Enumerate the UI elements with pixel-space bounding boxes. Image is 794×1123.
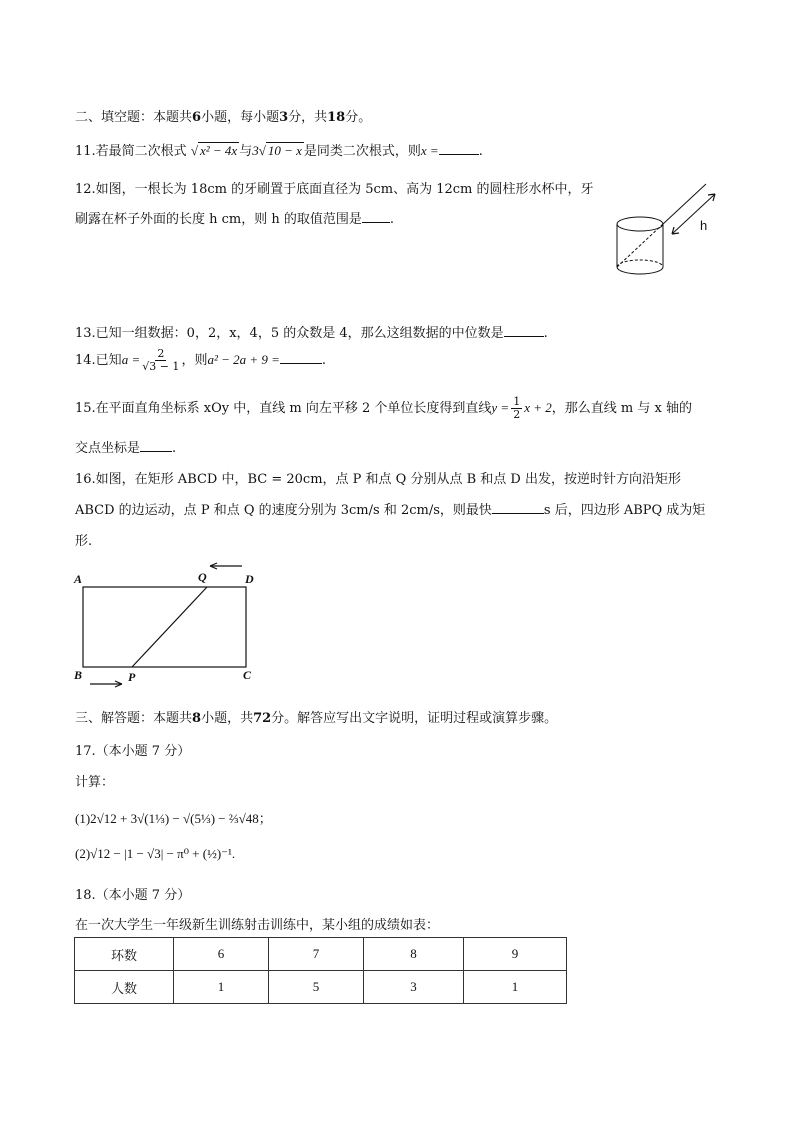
s3-text-2: 小题，共 [201,711,254,726]
table-cell: 环数 [75,938,174,971]
table-cell: 6 [174,938,269,971]
q15-answer-blank[interactable] [140,439,172,452]
question-12-line-1 [75,178,594,197]
question-15-line-1 [75,396,692,421]
label-d: D [245,572,254,586]
q11-radicand-2: 10 − x [267,143,302,158]
q14-answer-blank[interactable] [280,351,322,364]
heading-text-2: 小题，每小题 [201,110,280,125]
s3-text-3: 分。解答应写出文字说明，证明过程或演算步骤。 [271,711,558,726]
s3-total: 72 [253,711,272,726]
table-cell: 人数 [75,971,174,1004]
q12-text-2: 刷露在杯子外面的长度 h cm，则 h 的取值范围是 [75,212,362,227]
q15-denominator: 2 [513,408,521,421]
cup-toothbrush-figure [608,182,728,282]
q13-end: . [543,326,548,341]
question-16-line-3 [75,530,92,549]
question-16-line-1 [75,468,681,487]
q15-fraction [511,396,522,421]
heading-total: 18 [327,110,346,125]
heading-text-4: 分。 [345,110,372,125]
q11-coefficient: 3 [252,143,259,158]
section-2-heading [75,106,371,125]
table-cell: 3 [364,971,464,1004]
question-15-line-2 [75,437,176,456]
question-13 [75,322,548,341]
q14-a-eq: a = [121,352,141,367]
question-18-title: 18.（本小题 7 分） [75,888,191,903]
q11-text-3: 是同类二次根式，则 [303,144,421,159]
q15-end: . [172,441,177,456]
score-table [74,937,567,1004]
q11-text-2: 与 [239,144,253,159]
question-14 [75,348,326,373]
label-c: C [243,668,252,682]
q15-numerator: 1 [513,395,521,408]
label-b: B [74,668,83,682]
section-3-heading [75,707,557,726]
s3-count: 8 [192,711,202,726]
heading-text: 二、填空题：本题共 [75,110,193,125]
question-17-part-2: (2)√12 − |1 − √3| − π⁰ + (½)⁻¹. [75,846,236,861]
q14-fraction [142,348,179,373]
q14-text-2: ，则 [181,353,208,368]
q12-end: . [389,212,395,227]
rectangle-abcd-figure [70,560,270,690]
q14-text: 14.已知 [75,353,122,368]
q14-numerator: 2 [157,347,165,360]
q11-radical-2: √ 10 − x [258,143,302,158]
heading-points: 3 [279,110,289,125]
h-label: h [700,218,708,233]
q14-end: . [321,353,327,368]
table-cell: 1 [174,971,269,1004]
q16-text-4: 形. [75,534,93,549]
q11-radicand-1: x² − 4x [199,143,238,158]
s3-text: 三、解答题：本题共 [75,711,193,726]
question-17-prompt: 计算： [75,775,115,790]
q12-text-1: 12.如图，一根长为 18cm 的牙刷置于底面直径为 5cm、高为 12cm 的圆柱形水杯中，牙 [75,182,594,197]
q11-text: 11.若最简二次根式 [75,144,187,159]
q13-text: 13.已知一组数据：0，2，x，4，5 的众数是 4，那么这组数据的中位数是 [75,326,504,341]
q15-text-3: 交点坐标是 [75,441,141,456]
q16-answer-blank[interactable] [492,501,544,514]
table-cell: 1 [464,971,567,1004]
q14-denominator: √3 − 1 [142,360,180,373]
q11-variable: x = [420,143,439,158]
label-q: Q [198,570,207,584]
q14-expression: a² − 2a + 9 = [207,352,280,367]
label-a: A [74,572,83,586]
q16-text-1: 16.如图，在矩形 ABCD 中，BC = 20cm，点 P 和点 Q 分别从点 B 和点 D 出发，按逆时针方向沿矩形 [75,472,681,487]
q15-text: 15.在平面直角坐标系 xOy 中，直线 m 向左平移 2 个单位长度得到直线 [75,401,492,416]
q11-answer-blank[interactable] [439,142,479,155]
table-cell: 8 [364,938,464,971]
question-17-part-1: (1)2√12 + 3√(1⅓) − √(5⅓) − ⅔√48； [75,811,272,826]
heading-text-3: 分，共 [288,110,328,125]
table-cell: 5 [269,971,364,1004]
question-16-line-2 [75,499,705,518]
q11-end: . [478,144,483,159]
label-p: P [128,670,136,684]
q16-text-2: ABCD 的边运动，点 P 和点 Q 的速度分别为 3cm/s 和 2cm/s，则最快 [75,503,492,518]
heading-count: 6 [192,110,202,125]
q12-answer-blank[interactable] [362,210,390,223]
question-11 [75,140,483,159]
table-cell: 7 [269,938,364,971]
question-17-title: 17.（本小题 7 分） [75,744,191,759]
table-row [75,971,567,1004]
question-18-intro: 在一次大学生一年级新生训练射击训练中，某小组的成绩如表： [75,918,440,933]
table-cell: 9 [464,938,567,971]
q15-y-eq: y = [491,400,510,415]
q15-rest: x + 2 [524,400,552,415]
table-row [75,938,567,971]
q15-text-2: ，那么直线 m 与 x 轴的 [551,401,692,416]
q11-radical-1: √ x² − 4x [190,143,238,158]
question-12-line-2 [75,208,394,227]
q13-answer-blank[interactable] [504,324,544,337]
q16-text-3: s 后，四边形 ABPQ 成为矩 [543,503,706,518]
